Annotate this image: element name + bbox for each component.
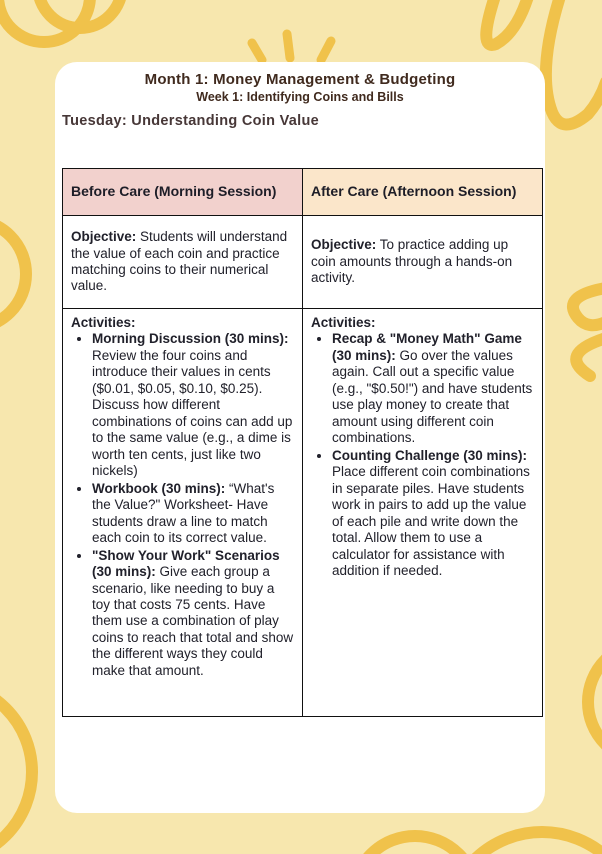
activity-lead: Counting Challenge (30 mins): bbox=[332, 447, 528, 463]
activities-list-before bbox=[71, 331, 294, 679]
lesson-plan-card bbox=[55, 62, 545, 813]
doodle-squiggle-top-right-2 bbox=[546, 0, 602, 125]
activity-item bbox=[92, 331, 294, 479]
doodle-ring-bottom-right bbox=[588, 642, 602, 762]
header-before-care: Before Care (Morning Session) bbox=[63, 169, 303, 216]
doodle-arc-bottom-1 bbox=[353, 836, 477, 854]
page-subtitle: Week 1: Identifying Coins and Bills bbox=[196, 90, 404, 104]
schedule-table bbox=[62, 168, 543, 717]
objective-label: Objective: bbox=[71, 229, 137, 245]
doodle-curve-right-2 bbox=[576, 338, 602, 376]
activity-lead: "Show Your Work" Scenarios (30 mins): bbox=[92, 547, 280, 580]
activity-text: Place different coin combinations in separate piles. Have students work in pairs to add up the value of each pile and write down the total. Allow them to use a calculator for assistance with addition if needed. bbox=[332, 464, 530, 579]
table-header-row bbox=[63, 169, 543, 216]
activity-text: “What's the Value?" Worksheet- Have students draw a line to match each coin to its correct value. bbox=[92, 480, 275, 546]
doodle-curve-right-1 bbox=[573, 288, 602, 325]
activities-row bbox=[63, 309, 543, 717]
doodle-arc-bottom-2 bbox=[446, 832, 602, 854]
activities-label: Activities: bbox=[311, 315, 376, 330]
activity-item bbox=[332, 448, 534, 580]
page-title: Month 1: Money Management & Budgeting bbox=[144, 71, 456, 88]
activity-text: Give each group a scenario, like needing to buy a toy that costs 75 cents. Have them use a combination of play coins to reach that total and show the different ways they could make that amount. bbox=[92, 564, 294, 678]
activities-cell-after bbox=[303, 309, 543, 717]
doodle-sun-rays bbox=[252, 34, 331, 60]
objective-label: Objective: bbox=[311, 237, 377, 253]
activity-lead: Workbook (30 mins): bbox=[92, 480, 226, 496]
activity-lead: Morning Discussion (30 mins): bbox=[92, 331, 289, 347]
header-after-care: After Care (Afternoon Session) bbox=[303, 169, 543, 216]
activities-list-after bbox=[311, 331, 534, 579]
activities-label: Activities: bbox=[71, 315, 136, 330]
objective-text: Students will understand the value of each coin and practice matching coins to their numerical value. bbox=[71, 229, 288, 294]
objective-cell-before bbox=[63, 216, 303, 309]
activity-item bbox=[92, 481, 294, 547]
activity-text: Review the four coins and introduce their values in cents ($0.01, $0.05, $0.10, $0.25). Discuss how different combinations of coins can add up to the same value (e.g., a dime is worth ten cents, just like two nickels) bbox=[92, 347, 293, 479]
objective-cell-after bbox=[303, 216, 543, 309]
objective-row bbox=[63, 216, 543, 309]
doodle-squiggle-top-right-1 bbox=[486, 0, 530, 45]
day-heading: Tuesday: Understanding Coin Value bbox=[62, 113, 319, 129]
activity-text: Go over the values again. Call out a specific value (e.g., "$0.50!") and have students use play money to create that amount using different coin combinations. bbox=[332, 347, 533, 446]
doodle-arc-left bbox=[0, 220, 26, 328]
objective-text: To practice adding up coin amounts through a hands-on activity. bbox=[311, 237, 513, 286]
activity-lead: Recap & "Money Math" Game (30 mins): bbox=[332, 331, 522, 363]
activities-cell-before bbox=[63, 309, 303, 717]
activity-item bbox=[92, 548, 294, 680]
doodle-arc-bottom-left bbox=[0, 682, 32, 854]
activity-item bbox=[332, 331, 534, 446]
